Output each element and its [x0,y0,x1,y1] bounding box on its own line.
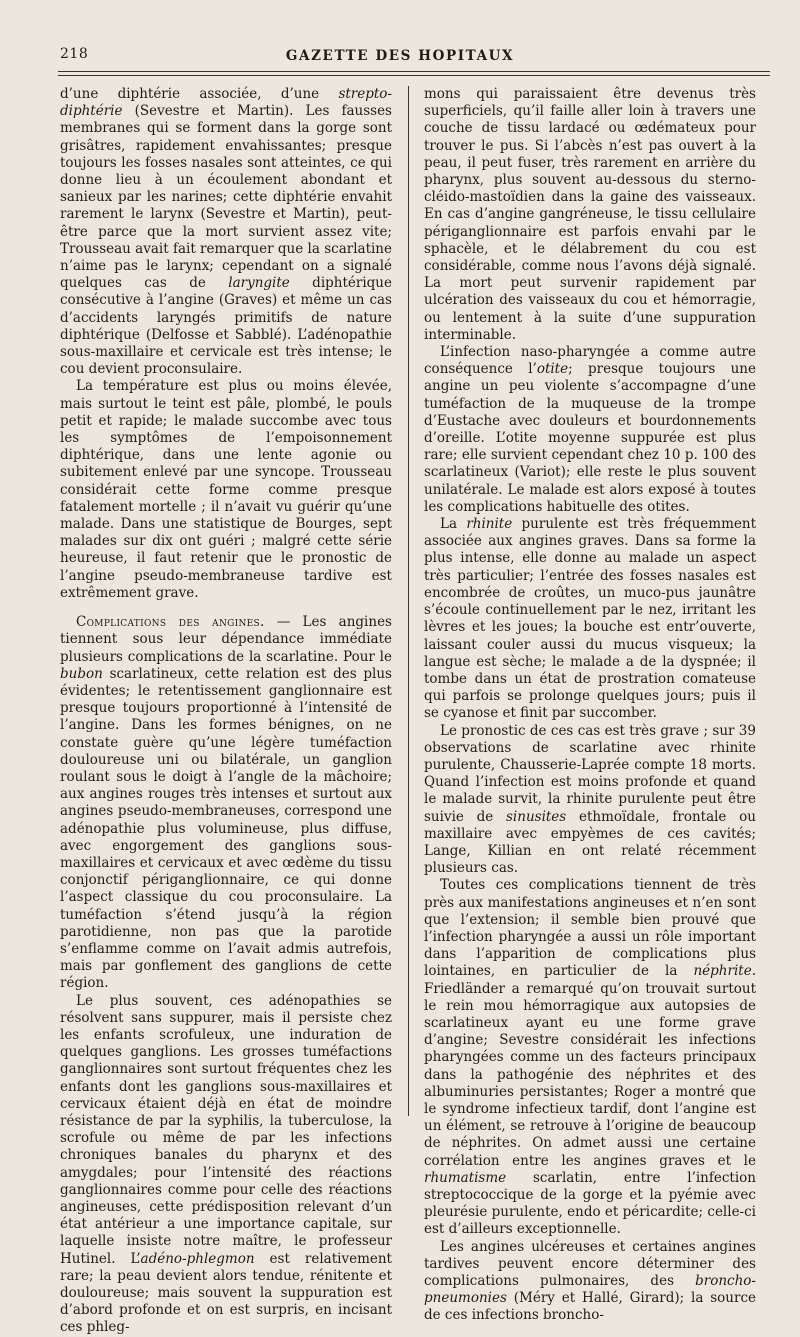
paragraph [424,516,756,722]
paragraph-body [60,614,392,991]
running-title: GAZETTE DES HOPITAUX [285,48,515,64]
italic-term: broncho-pneumonies [424,1273,756,1307]
paragraph [424,86,756,344]
header-rule [58,71,770,76]
italic-term: rhumatisme [424,1169,507,1186]
italic-term: rhinite [466,516,513,533]
paragraph [424,1239,756,1325]
text-run: L’infection naso-pharyngée a comme autre conséquence l’ [424,344,756,378]
text-run: (Sevestre et Martin). Les fausses membranes qui se forment dans la gorge sont grisâtres, rapidement envahissantes; presque toujours les fosses nasales sont atteintes, ce qui donne lieu à un écoulement abondant et sanieux par les narines; cette diphtérie envahit rarement le larynx (Sevestre et Martin), peut-être parce que la mort survient assez vite; Trousseau avait fait remarquer que la scarlatine n’aime pas le larynx; cependant on a signalé quelques cas de [60,103,392,292]
text-run: mons qui paraissaient être devenus très superficiels, qu’il faille aller loin à travers une couche de tissu lardacé ou œdémateux pour trouver le pus. Si l’abcès n’est pas ouvert à la peau, il peut fuser, très rarement en arrière du pharynx, plus souvent au-dessous du sterno-cléido-mastoïdien dans la gaine des vaisseaux. En cas d’angine gangréneuse, le tissu cellulaire périganglionnaire est parfois envahi par le sphacèle, et le délabrement du cou est considérable, comme nous l’avons déjà signalé. La mort peut survenir rapidement par ulcération des vaisseaux du cou et hémorragie, ou lentement à la suite d’une suppuration interminable. [424,86,756,343]
italic-term: laryngite [228,275,290,292]
text-run: (Méry et Hallé, Girard); la source de ces infections broncho- [424,1290,756,1324]
text-run: d’une diphtérie associée, d’une [60,86,339,102]
paragraph-complications [60,614,392,992]
paragraph [424,877,756,1238]
text-run: La température est plus ou moins élevée, mais surtout le teint est pâle, plombé, le pouls petit et rapide; le malade succombe avec tous les symptômes de l’empoisonnement diphtérique, dans une lente agonie ou subitement enlevé par une syncope. Trousseau considérait cette forme comme presque fatalement mortelle ; il n’avait vu guérir qu’une malade. Dans une statistique de Bourges, sept malades sur dix ont guéri ; malgré cette série heureuse, il faut retenir que le pronostic de l’angine pseudo-membraneuse tardive est extrêmement grave. [60,378,392,601]
paragraph [424,344,756,516]
text-run: . Friedländer a remarqué qu’on trouvait surtout le rein mou hémorragique aux autopsies de scarlatineux ayant eu une forme grave d’angine; Sevestre considérait les infections pharyngées comme un des facteurs principaux dans la pathogénie des néphrites et des albuminuries persistantes; Roger a montré que le syndrome infectieux tardif, dont l’angine est un élément, se retrouve à l’origine de beaucoup de néphrites. On admet aussi une certaine corrélation entre les angines graves et le [424,963,756,1169]
text-run: — Les angines tiennent sous leur dépendance immédiate plusieurs complications de la scarlatine. Pour le [60,614,392,665]
paragraph [60,378,392,602]
paragraph [424,723,756,878]
page-number: 218 [60,46,89,62]
text-run: Le plus souvent, ces adénopathies se résolvent sans suppurer, mais il persiste chez les enfants scrofuleux, une induration de quelques ganglions. Les grosses tuméfactions ganglionnaires sont surtout fréquentes chez les enfants dont les ganglions sous-maxillaires et cervicaux étaient déjà en état de moindre résistance de par la syphilis, la tuberculose, la scrofule ou même de par les infections chroniques banales du pharynx et des amygdales; pour l’intensité des réactions ganglionnaires comme pour celle des réactions angineuses, cette prédisposition relevant d’un état antérieur a une importance capitale, sur laquelle insiste notre maître, le professeur Hutinel. L’ [60,992,392,1267]
column-separator [408,86,409,1116]
text-run: scarlatineux, cette relation est des plus évidentes; le retentissement ganglionnaire est presque toujours proportionné à l’intensité de l’angine. Dans les formes bénignes, on ne constate guère qu’une légère tuméfaction douloureuse uni ou bilatérale, un ganglion roulant sous le doigt à l’angle de la mâchoire; aux angines rouges très intenses et surtout aux angines pseudo-membraneuses, correspond une adénopathie plus volumineuse, plus diffuse, avec engorgement des ganglions sous-maxillaires et cervicaux et avec œdème du tissu conjonctif périganglionnaire, ce qui donne l’aspect classique du cou proconsulaire. La tuméfaction s’étend jusqu’à la région parotidienne, non pas que la parotide s’enflamme comme on l’avait admis autrefois, mais par gonflement des ganglions de cette région. [60,665,392,992]
paragraph [60,86,392,378]
right-column [424,86,756,1325]
text-run: scarlatin, entre l’infection streptococcique de la gorge et la pyémie avec pleurésie purulente, endo et péricardite; celle-ci est d’ailleurs exceptionnelle. [424,1169,756,1238]
paragraph [60,993,392,1337]
italic-term: bubon [60,665,103,682]
text-run: Le pronostic de ces cas est très grave ; sur 39 observations de scarlatine avec rhinite purulente, Chausserie-Laprée compte 18 morts. Quand l’infection est moins profonde et quand le malade survit, la rhinite purulente peut être suivie de [424,722,756,825]
text-run: diphtérique consécutive à l’angine (Graves) et même un cas d’accidents laryngés primitifs de nature diphtérique (Delfosse et Sabblé). L’adénopathie sous-maxillaire et cervicale est très intense; le cou devient proconsulaire. [60,275,392,378]
italic-term: adéno-phlegmon [140,1250,255,1267]
section-heading: Complications des angines. [76,614,265,631]
text-run: Les angines ulcéreuses et certaines angines tardives peuvent encore déterminer des complications pulmonaires, des [424,1238,756,1290]
italic-term: strepto-diphtérie [60,86,392,120]
text-run: purulente est très fréquemment associée aux angines graves. Dans sa forme la plus intense, elle donne au malade un aspect très particulier; l’entrée des fosses nasales est encombrée de croûtes, un muco-pus jaunâtre s’écoule continuellement par le nez, irritant les lèvres et les joues; la bouche est entr’ouverte, laissant couler aussi du mucus visqueux; la langue est sèche; le malade a de la dyspnée; il tombe dans un état de prostration comateuse qui parfois se prolonge quelques jours; puis il se cyanose et finit par succomber. [424,516,756,722]
italic-term: otite [536,361,569,378]
italic-term: néphrite [693,963,752,980]
text-run: La [440,516,467,533]
text-run: est relativement rare; la peau devient alors tendue, rénitente et douloureuse; mais souvent la suppuration est d’abord profonde et on est surpris, en incisant ces phleg- [60,1250,392,1336]
text-run: ethmoïdale, frontale ou maxillaire avec empyèmes de ces cavités; Lange, Killian en ont relaté récemment plusieurs cas. [424,808,756,877]
text-run: ; presque toujours une angine un peu violente s’accompagne d’une tuméfaction de la muqueuse de la trompe d’Eustache avec douleurs et bourdonnements d’oreille. L’otite moyenne suppurée est plus rare; elle survient cependant chez 10 p. 100 des scarlatineux (Variot); elle reste le plus souvent unilatérale. Le malade est alors exposé à toutes les complications habituelle des otites. [424,361,756,515]
text-run: Toutes ces complications tiennent de très près aux manifestations angineuses et n’en sont que l’extension; il semble bien prouvé que l’infection pharyngée a aussi un rôle important dans l’apparition de complications plus lointaines, en particulier de la [424,877,756,980]
left-column [60,86,392,1337]
italic-term: sinusites [506,808,567,825]
